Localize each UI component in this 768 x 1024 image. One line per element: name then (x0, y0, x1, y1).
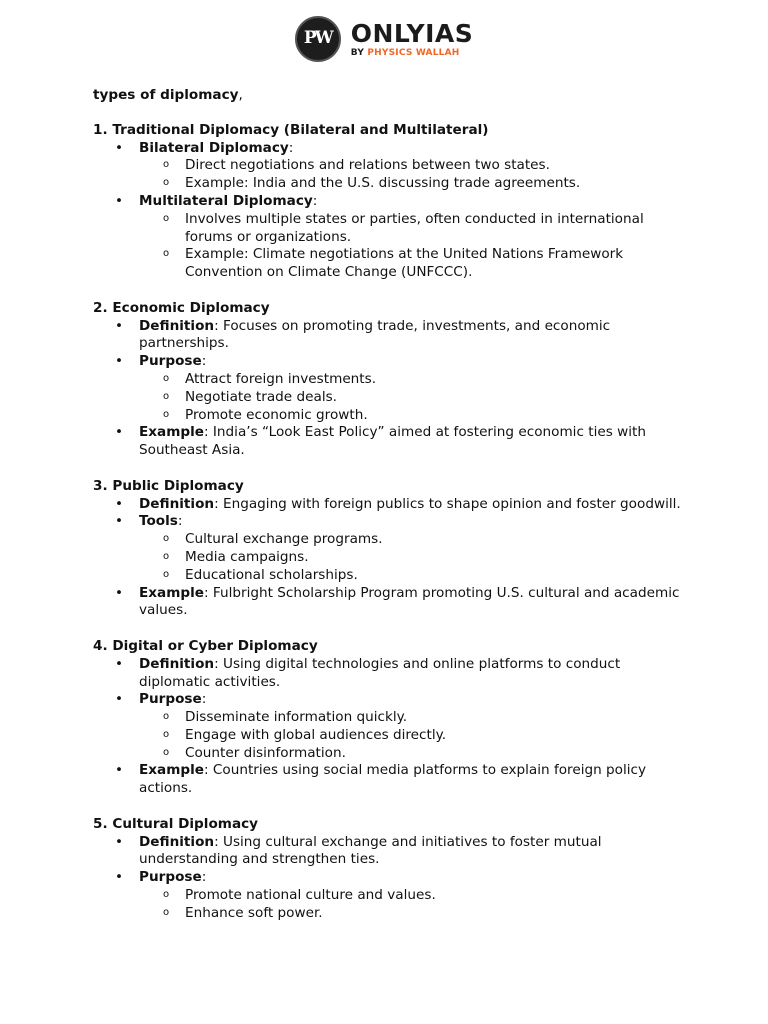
bullet-label: Example (139, 424, 205, 441)
bullet-item (93, 869, 693, 922)
bullet-text: : Engaging with foreign publics to shape opinion and foster goodwill. (214, 495, 681, 512)
sub-bullet-item: o Involves multiple states or parties, often conducted in international forums or organizations. (139, 211, 693, 247)
section (93, 816, 693, 923)
sub-bullet-item: o Disseminate information quickly. (139, 709, 693, 727)
sub-bullet-item: o Direct negotiations and relations between two states. (139, 157, 693, 175)
bullet-text: : (201, 869, 207, 886)
bullet-label: Purpose (139, 353, 202, 370)
brand-subtitle (351, 49, 473, 58)
bullet-text: : (177, 513, 183, 530)
bullet-list (93, 318, 693, 460)
sub-bullet-list (139, 531, 693, 584)
bullet-text: : Fulbright Scholarship Program promoting U.S. cultural and academic values. (139, 584, 680, 619)
bullet-item (93, 140, 693, 193)
sub-bullet-item: o Promote economic growth. (139, 407, 693, 425)
bullet-list (93, 834, 693, 923)
sub-bullet-item: o Negotiate trade deals. (139, 389, 693, 407)
bullet-text: : Focuses on promoting trade, investments, and economic partnerships. (139, 317, 611, 352)
sub-bullet-item: o Enhance soft power. (139, 905, 693, 923)
sub-bullet-item: o Media campaigns. (139, 549, 693, 567)
bullet-item (93, 318, 693, 354)
sections-container (93, 122, 693, 923)
sub-bullet-item: o Cultural exchange programs. (139, 531, 693, 549)
brand-name: ONLYIAS (350, 18, 474, 48)
section (93, 478, 693, 620)
page-header (0, 14, 768, 64)
bullet-item (93, 585, 693, 621)
section (93, 638, 693, 798)
bullet-item (93, 424, 693, 460)
sub-bullet-item: o Counter disinformation. (139, 745, 693, 763)
bullet-label: Purpose (139, 691, 202, 708)
bullet-item (93, 193, 693, 282)
pw-logo-mark: PW (303, 28, 332, 49)
bullet-list (93, 656, 693, 798)
bullet-text: : (201, 353, 207, 370)
sub-bullet-item: o Example: Climate negotiations at the United Nations Framework Convention on Climate Change (UNFCCC). (139, 246, 693, 282)
bullet-label: Definition (139, 655, 215, 672)
sub-bullet-list (139, 709, 693, 762)
brand-by: BY (350, 47, 368, 58)
brand-logo (295, 16, 473, 62)
bullet-label: Multilateral Diplomacy (139, 192, 313, 209)
bullet-text: : (288, 139, 294, 156)
bullet-label: Definition (139, 833, 215, 850)
bullet-label: Example (139, 584, 205, 601)
bullet-text: : Using cultural exchange and initiatives to foster mutual understanding and strengthen ties. (139, 833, 602, 868)
document-body (93, 87, 693, 940)
pw-logo-icon (295, 16, 341, 62)
section-title: 5. Cultural Diplomacy (93, 815, 259, 832)
section-title: 4. Digital or Cyber Diplomacy (93, 637, 318, 654)
sub-bullet-item: o Attract foreign investments. (139, 371, 693, 389)
intro-line (93, 87, 693, 105)
bullet-list (93, 140, 693, 282)
section (93, 300, 693, 460)
bullet-text: : India’s “Look East Policy” aimed at fostering economic ties with Southeast Asia. (139, 424, 646, 459)
sub-bullet-item: o Example: India and the U.S. discussing trade agreements. (139, 175, 693, 193)
bullet-item (93, 353, 693, 424)
bullet-label: Definition (139, 317, 215, 334)
sub-bullet-item: o Promote national culture and values. (139, 887, 693, 905)
section-title: 2. Economic Diplomacy (93, 299, 270, 316)
bullet-label: Purpose (139, 869, 202, 886)
bullet-item (93, 656, 693, 692)
bullet-text: : Countries using social media platforms to explain foreign policy actions. (139, 762, 647, 797)
sub-bullet-item: o Engage with global audiences directly. (139, 727, 693, 745)
bullet-label: Definition (139, 495, 215, 512)
sub-bullet-item: o Educational scholarships. (139, 567, 693, 585)
bullet-list (93, 496, 693, 621)
bullet-item (93, 496, 693, 514)
bullet-item (93, 834, 693, 870)
bullet-text: : (312, 192, 318, 209)
sub-bullet-list (139, 157, 693, 193)
bullet-text: : (201, 691, 207, 708)
brand-physics-wallah: PHYSICS WALLAH (367, 47, 460, 58)
bullet-item (93, 762, 693, 798)
section-title: 3. Public Diplomacy (93, 477, 244, 494)
bullet-label: Tools (139, 513, 178, 530)
section (93, 122, 693, 282)
sub-bullet-list (139, 887, 693, 923)
intro-title: types of diplomacy (93, 87, 239, 103)
intro-suffix: , (238, 87, 243, 103)
section-title: 1. Traditional Diplomacy (Bilateral and Multilateral) (93, 121, 489, 138)
brand-text (350, 18, 474, 58)
bullet-item (93, 691, 693, 762)
bullet-item (93, 513, 693, 584)
bullet-text: : Using digital technologies and online platforms to conduct diplomatic activities. (139, 655, 621, 690)
sub-bullet-list (139, 211, 693, 282)
bullet-label: Example (139, 762, 205, 779)
bullet-label: Bilateral Diplomacy (139, 139, 289, 156)
sub-bullet-list (139, 371, 693, 424)
